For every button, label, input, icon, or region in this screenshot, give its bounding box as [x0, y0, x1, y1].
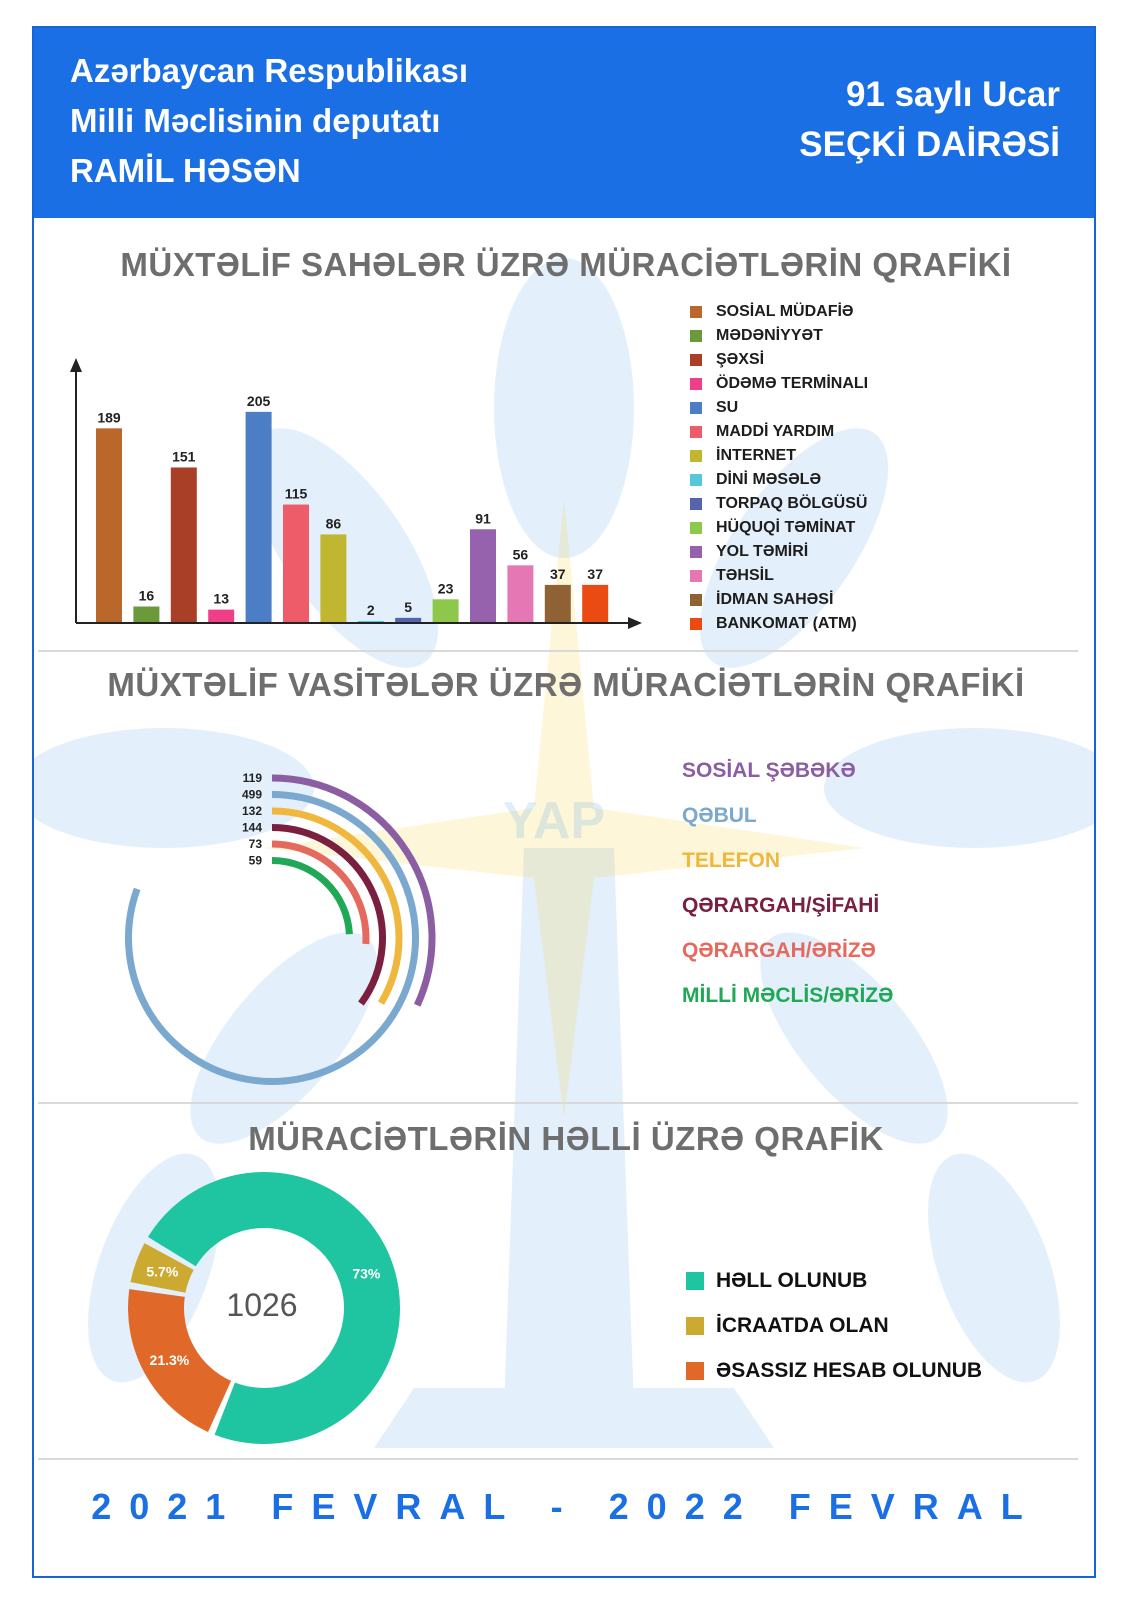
legend-label: İNTERNET — [716, 447, 796, 464]
legend-swatch — [690, 450, 702, 462]
legend-item — [690, 444, 868, 468]
legend-swatch — [690, 474, 702, 486]
legend-label: HÜQUQİ TƏMİNAT — [716, 519, 856, 536]
legend-swatch — [690, 570, 702, 582]
section-divider-1 — [38, 650, 1078, 652]
legend-swatch — [690, 522, 702, 534]
legend-item — [690, 420, 868, 444]
legend-item — [690, 348, 868, 372]
legend-swatch — [690, 378, 702, 390]
legend-label: ÖDƏMƏ TERMİNALI — [716, 375, 869, 392]
legend-label: DİNİ MƏSƏLƏ — [716, 471, 822, 488]
bar-value-label: 91 — [475, 510, 491, 527]
legend-item — [690, 564, 868, 588]
legend-swatch — [690, 426, 702, 438]
constituency-line-1: 91 saylı Ucar — [845, 75, 1060, 114]
constituency-line-2: SEÇKİ DAİRƏSİ — [799, 125, 1060, 164]
legend-item — [690, 324, 868, 348]
legend-swatch — [686, 1362, 704, 1380]
legend-swatch — [690, 618, 702, 630]
header-line-1: Azərbaycan Respublikası — [70, 52, 468, 89]
legend-swatch — [686, 1317, 704, 1335]
legend-item: MİLLİ MƏCLİS/ƏRİZƏ — [682, 983, 894, 1007]
bar-chart-legend — [690, 300, 868, 636]
bar-value-label: 37 — [550, 565, 566, 582]
legend-item — [690, 468, 868, 492]
radial-value-label: 499 — [241, 787, 262, 802]
bar — [545, 585, 571, 623]
legend-label: MƏDƏNİYYƏT — [716, 327, 823, 344]
section-divider-2 — [38, 1102, 1078, 1104]
legend-swatch — [690, 594, 702, 606]
legend-label: YOL TƏMİRİ — [716, 543, 809, 560]
watermark-text: YAP — [502, 792, 606, 850]
legend-item: TELEFON — [682, 848, 780, 872]
bar — [470, 529, 496, 623]
legend-label: İCRAATDA OLAN — [716, 1313, 889, 1337]
radial-value-label: 73 — [248, 837, 262, 851]
bar — [171, 467, 197, 623]
legend-item — [686, 1258, 982, 1303]
deputy-name: RAMİL HƏSƏN — [70, 152, 301, 189]
legend-swatch — [690, 354, 702, 366]
bar — [433, 599, 459, 623]
legend-label: TORPAQ BÖLGÜSÜ — [716, 495, 868, 512]
bar-value-label: 56 — [512, 546, 529, 563]
donut-slice-label: 21.3% — [149, 1352, 190, 1369]
legend-item: QƏBUL — [682, 803, 757, 827]
legend-item — [690, 492, 868, 516]
legend-swatch — [690, 498, 702, 510]
legend-label: TƏHSİL — [716, 567, 774, 584]
header-banner — [34, 28, 1096, 218]
x-axis-arrow — [628, 617, 642, 629]
donut-chart-legend — [686, 1258, 982, 1393]
legend-item — [690, 372, 868, 396]
constituency-title — [799, 70, 1060, 170]
bar — [283, 505, 309, 623]
radial-chart-title: MÜXTƏLİF VASİTƏLƏR ÜZRƏ MÜRACİƏTLƏRİN QRAFİKİ — [107, 666, 1025, 703]
bar-value-label: 151 — [172, 448, 196, 465]
bar-value-label: 16 — [138, 587, 155, 604]
donut-slice-label: 5.7% — [146, 1263, 179, 1280]
legend-swatch — [690, 306, 702, 318]
bar-value-label: 23 — [437, 580, 454, 597]
legend-label: SU — [716, 399, 739, 416]
legend-item — [690, 588, 868, 612]
legend-label: ƏSASSIZ HESAB OLUNUB — [716, 1358, 983, 1382]
bar — [582, 585, 608, 623]
section-divider-3 — [38, 1458, 1078, 1460]
radial-value-label: 59 — [248, 853, 262, 868]
legend-label: ŞƏXSİ — [716, 351, 765, 368]
bar — [133, 607, 159, 623]
bar-value-label: 2 — [366, 601, 375, 618]
radial-chart-legend — [682, 748, 893, 1018]
bar — [246, 412, 272, 623]
legend-item: QƏRARGAH/ƏRİZƏ — [682, 938, 876, 962]
bar-value-label: 86 — [325, 515, 342, 532]
bar-value-label: 189 — [97, 409, 121, 426]
legend-item — [690, 396, 868, 420]
legend-item — [690, 612, 868, 636]
legend-label: MADDİ YARDIM — [716, 423, 835, 440]
legend-item — [686, 1348, 982, 1393]
radial-value-label: 132 — [241, 804, 262, 818]
legend-label: SOSİAL MÜDAFİƏ — [716, 303, 854, 320]
period-footer: 2021 FEVRAL - 2022 FEVRAL — [91, 1486, 1041, 1527]
legend-item: QƏRARGAH/ŞİFAHİ — [682, 893, 880, 917]
donut-chart-title: MÜRACİƏTLƏRİN HƏLLİ ÜZRƏ QRAFİK — [248, 1120, 884, 1157]
y-axis-arrow — [70, 358, 82, 372]
bar-chart — [34, 328, 674, 658]
bar-value-label: 5 — [404, 598, 413, 615]
legend-item — [690, 300, 868, 324]
legend-swatch — [690, 402, 702, 414]
bar — [96, 428, 122, 623]
bar-value-label: 13 — [213, 590, 229, 607]
infographic-frame — [32, 26, 1096, 1578]
legend-label: BANKOMAT (ATM) — [716, 615, 857, 632]
bar — [507, 565, 533, 623]
donut-center-total: 1026 — [226, 1287, 298, 1323]
bar-value-label: 115 — [284, 485, 308, 502]
radial-bar — [128, 795, 415, 1082]
header-line-2: Milli Məclisinin deputatı — [70, 102, 441, 139]
legend-item — [686, 1303, 982, 1348]
radial-value-label: 119 — [242, 771, 262, 785]
bar-chart-title: MÜXTƏLİF SAHƏLƏR ÜZRƏ MÜRACİƏTLƏRİN QRAFİKİ — [120, 246, 1012, 283]
legend-swatch — [690, 330, 702, 342]
radial-bar-chart — [34, 728, 494, 1108]
bar-value-label: 205 — [246, 392, 271, 409]
donut-chart — [114, 1158, 414, 1458]
legend-label: HƏLL OLUNUB — [716, 1268, 868, 1292]
donut-slice-label: 73% — [352, 1265, 381, 1282]
bar-value-label: 37 — [587, 565, 603, 582]
deputy-title — [70, 46, 468, 196]
radial-value-label: 144 — [241, 820, 262, 835]
legend-swatch — [686, 1272, 704, 1290]
legend-swatch — [690, 546, 702, 558]
legend-label: İDMAN SAHƏSİ — [716, 591, 834, 608]
bar — [208, 610, 234, 623]
bar — [320, 534, 346, 623]
legend-item — [690, 540, 868, 564]
legend-item: SOSİAL ŞƏBƏKƏ — [682, 758, 856, 782]
legend-item — [690, 516, 868, 540]
